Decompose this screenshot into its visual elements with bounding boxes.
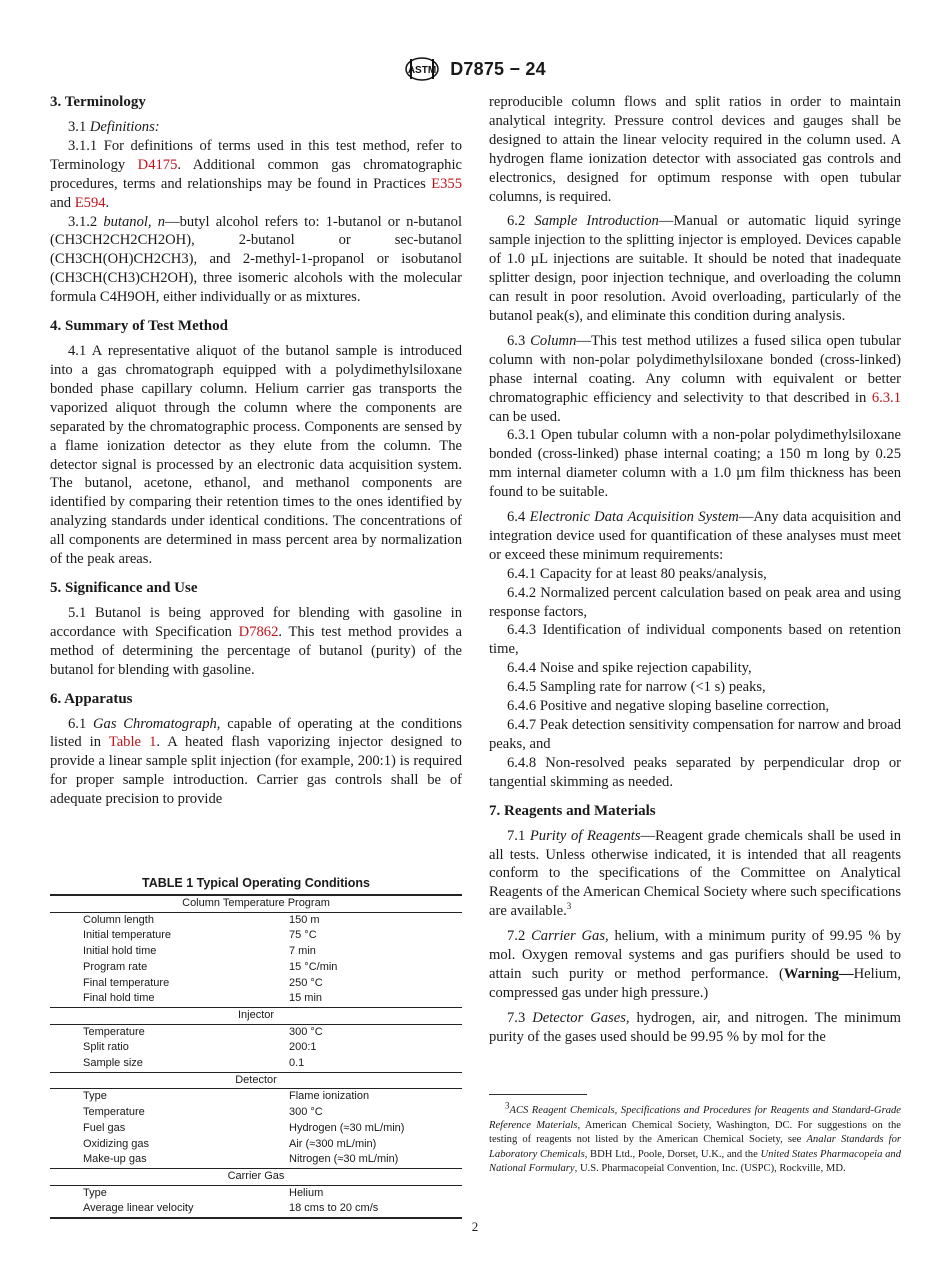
para-title: Detector Gases, bbox=[532, 1009, 630, 1026]
citation-title: Analar Standards for Laboratory Chemicals bbox=[489, 1134, 902, 1160]
svg-text:ASTM: ASTM bbox=[408, 65, 437, 76]
text: , American Chemical Society, Washington, DC. For suggestions on the testing of reagents not listed by the American Chemical Society, see bbox=[489, 1119, 902, 1146]
link-table-1[interactable]: Table 1 bbox=[108, 734, 157, 751]
table-row: Temperature 300 °C bbox=[83, 1025, 323, 1038]
link-d4175[interactable]: D4175 bbox=[137, 156, 178, 173]
table-row: Final temperature 250 °C bbox=[83, 976, 323, 989]
para-5-1 bbox=[50, 604, 462, 680]
section-5-heading: 5. Significance and Use bbox=[50, 579, 198, 596]
table-group-header: Detector bbox=[50, 1072, 462, 1089]
text: 5.1 Butanol is being approved for blending with gasoline in accordance with Specification bbox=[50, 604, 462, 640]
para-title: Sample Introduction bbox=[534, 213, 659, 230]
table-row: Final hold time 15 min bbox=[50, 991, 462, 1007]
para-title: Electronic Data Acquisition System bbox=[529, 509, 739, 526]
text: 3.1.1 For definitions of terms used in this test method, refer to Terminology bbox=[50, 137, 462, 173]
text: . bbox=[105, 194, 110, 211]
para-6-1 bbox=[50, 715, 462, 809]
para-6-4 bbox=[489, 508, 901, 565]
table-row: Temperature 300 °C bbox=[83, 1106, 323, 1119]
list-item: 6.4.1 Capacity for at least 80 peaks/analysis, bbox=[507, 565, 767, 582]
para-title: Carrier Gas, bbox=[531, 928, 609, 945]
section-4-heading: 4. Summary of Test Method bbox=[50, 318, 228, 335]
left-column bbox=[50, 93, 462, 809]
table-row: Oxidizing gas Air (≈300 mL/min) bbox=[83, 1137, 377, 1150]
table-row: Program rate 15 °C/min bbox=[83, 960, 338, 973]
para-6-1-continued: reproducible column flows and split ratios in order to maintain analytical integrity. Pressure control devices and gauges shall be designed to attain the linear velocity required in the column used. A hydrogen flame ionization detector with associated gas controls and electronics, designed for optimum response with open tubular columns, is required. bbox=[489, 94, 901, 205]
text: —This test method utilizes a fused silica open tubular column with non-polar polydimethylsiloxane bonded (cross-linked) phase internal coating. Any column with equivalent or better chromatographic efficiency and selectivity to that described in bbox=[489, 332, 901, 406]
list-item: 6.4.8 Non-resolved peaks separated by perpendicular drop or tangential skimming as needed. bbox=[489, 754, 901, 790]
para-number: 6.2 bbox=[507, 213, 535, 230]
list-item: 6.4.4 Noise and spike rejection capability, bbox=[507, 660, 752, 677]
table-title: TABLE 1 Typical Operating Conditions bbox=[141, 876, 371, 890]
para-title: Column bbox=[530, 332, 577, 349]
footnote-divider bbox=[489, 1094, 587, 1095]
para-6-3-1: 6.3.1 Open tubular column with a non-polar polydimethylsiloxane bonded (cross-linked) phase internal coating; a 150 m long by 0.25 mm internal diameter column with a 1.0 µm film thickness has been found to be suitable. bbox=[489, 427, 901, 501]
text: hydrogen, air, and nitrogen. The minimum purity of the gases used should be 99.95 % by mol for the bbox=[489, 1009, 902, 1045]
list-item: 6.4.3 Identification of individual components based on retention time, bbox=[489, 622, 901, 658]
citation-title: ACS Reagent Chemicals, Specifications and Procedures for Reagents and Standard-Grade Reference Materials bbox=[489, 1105, 901, 1131]
para-title: Purity of Reagents bbox=[529, 827, 641, 844]
para-3-1 bbox=[50, 118, 462, 137]
para-4-1: 4.1 A representative aliquot of the butanol sample is introduced into a gas chromatograph equipped with a polydimethylsiloxane bonded phase capillary column. Helium carrier gas transports the vaporized aliquot through the column where the components are separated by the chromatographic process. Components are sensed by a flame ionization detector as they elute from the column. The detector signal is processed by an electronic data acquisition system. The butanol, acetone, ethanol, and methanol components are identified by comparing their retention times to the ones identified by analyzing standards under identical conditions. The concentrations of all components are determined in mass percent area by normalization of the peak areas. bbox=[50, 343, 462, 568]
document-designation: D7875 − 24 bbox=[450, 58, 546, 79]
text: Helium, compressed gas under high pressure.) bbox=[489, 965, 901, 1001]
page-header bbox=[0, 56, 950, 82]
table-row: Type Helium bbox=[83, 1186, 324, 1199]
footnote-3 bbox=[489, 1100, 902, 1177]
para-7-3 bbox=[489, 1009, 901, 1047]
text: , BDH Ltd., Poole, Dorset, U.K., and the bbox=[584, 1148, 761, 1160]
text: . This test method provides a method of determining the percentage of butanol (purity) of the butanol for blending with gasoline. bbox=[50, 623, 462, 678]
para-number: 6.1 bbox=[68, 715, 93, 732]
list-item: 6.4.7 Peak detection sensitivity compensation for narrow and broad peaks, and bbox=[489, 717, 901, 752]
section-6-heading: 6. Apparatus bbox=[50, 690, 133, 707]
table-row: Sample size 0.1 bbox=[50, 1056, 462, 1072]
table-row: Average linear velocity 18 cms to 20 cm/s bbox=[50, 1201, 462, 1218]
footnote-text bbox=[489, 1100, 902, 1177]
section-7-heading: 7. Reagents and Materials bbox=[489, 802, 656, 819]
text: . A heated flash vaporizing injector designed to provide a linear sample split injection (for example, 200:1) is required for proper sample introduction. Carrier gas controls shall be of adequate precision to provide bbox=[50, 734, 462, 808]
list-item: 6.4.6 Positive and negative sloping baseline correction, bbox=[507, 698, 830, 715]
text: —butyl alcohol refers to: 1-butanol or n-butanol (CH3CH2CH2CH2OH), 2-butanol or sec-butanol (CH3CH(OH)CH2CH3), and 2-methyl-1-propanol or isobutanol (CH3CH(CH3)CH2OH), three isomeric alcohols with the molecular formula C4H9OH, either individually or as mixtures. bbox=[50, 213, 463, 306]
term: butanol, n bbox=[103, 213, 166, 230]
text: . Additional common gas chromatographic procedures, terms and relationships may be found in Practices bbox=[50, 156, 462, 192]
para-number: 3.1.2 bbox=[68, 213, 104, 230]
table-row: Fuel gas Hydrogen (≈30 mL/min) bbox=[83, 1121, 405, 1134]
link-e355[interactable]: E355 bbox=[431, 175, 462, 192]
right-column bbox=[489, 93, 901, 1047]
para-3-1-2 bbox=[50, 213, 462, 308]
table-row: Split ratio 200:1 bbox=[83, 1041, 317, 1054]
table-row: Make-up gas Nitrogen (≈30 mL/min) bbox=[50, 1152, 462, 1168]
table-row: Initial temperature 75 °C bbox=[83, 929, 317, 942]
list-item: 6.4.5 Sampling rate for narrow (<1 s) peaks, bbox=[507, 679, 766, 696]
para-3-1-1 bbox=[50, 137, 462, 213]
operating-conditions-table bbox=[50, 894, 462, 1219]
footnote-mark: 3 bbox=[505, 1100, 510, 1111]
warning-label: Warning— bbox=[783, 965, 854, 982]
page-number: 2 bbox=[471, 1219, 479, 1234]
section-3-heading: 3. Terminology bbox=[50, 94, 146, 110]
para-number: 7.1 bbox=[507, 827, 530, 844]
text: capable of operating at the conditions listed in bbox=[50, 715, 462, 751]
para-title: Gas Chromatograph, bbox=[93, 715, 221, 732]
text: —Manual or automatic liquid syringe sample injection to the splitting injector is employed. Devices capable of 1.0 µL injections are suitable. It should be noted that inadequate splitter design, poor injection technique, and overloading the column can result in poor resolution. Avoid overloading, particularly of the butanol peak(s), and eliminate this condition during analysis. bbox=[489, 213, 902, 324]
para-number: 6.3 bbox=[507, 332, 531, 349]
text: , U.S. Pharmacopeial Convention, Inc. (USPC), Rockville, MD. bbox=[574, 1163, 846, 1175]
text: can be used. bbox=[489, 408, 561, 425]
para-6-3 bbox=[489, 332, 901, 427]
para-number: 7.3 bbox=[507, 1009, 533, 1026]
para-title: Definitions: bbox=[89, 119, 160, 135]
para-7-2 bbox=[489, 927, 901, 1003]
para-6-2 bbox=[489, 212, 901, 325]
table-1 bbox=[50, 876, 462, 1219]
list-item: 6.4.2 Normalized percent calculation based on peak area and using response factors, bbox=[489, 584, 901, 620]
table-group-header: Injector bbox=[50, 1007, 462, 1024]
text: helium, with a minimum purity of 99.95 % by mol. Oxygen removal systems and gas purifiers should be used to attain such purity or method performance. ( bbox=[489, 928, 901, 982]
footnote-ref[interactable]: 3 bbox=[566, 901, 572, 912]
link-e594[interactable]: E594 bbox=[74, 194, 106, 211]
citation-title: United States Pharmacopeia and National Formulary bbox=[489, 1148, 902, 1175]
text: —Any data acquisition and integration device used for quantification of these analyses must meet or exceed these minimum requirements: bbox=[489, 509, 901, 563]
table-group-header: Column Temperature Program bbox=[50, 895, 462, 912]
para-number: 7.2 bbox=[507, 928, 532, 945]
table-row: Initial hold time 7 min bbox=[83, 945, 316, 958]
text: and bbox=[50, 194, 75, 211]
para-number: 3.1 bbox=[68, 119, 90, 135]
para-number: 6.4 bbox=[507, 509, 530, 526]
table-row: Column length 150 m bbox=[83, 913, 320, 926]
table-row: Type Flame ionization bbox=[83, 1090, 370, 1103]
link-6-3-1[interactable]: 6.3.1 bbox=[871, 389, 901, 406]
link-d7862[interactable]: D7862 bbox=[238, 623, 279, 640]
table-group-header: Carrier Gas bbox=[50, 1168, 462, 1185]
text: —Reagent grade chemicals shall be used in all tests. Unless otherwise indicated, it is intended that all reagents conform to the specifications of the Committee on Analytical Reagents of the American Chemical Society where such specifications are available. bbox=[489, 827, 901, 920]
para-7-1 bbox=[489, 827, 901, 922]
astm-logo-icon bbox=[404, 56, 440, 82]
